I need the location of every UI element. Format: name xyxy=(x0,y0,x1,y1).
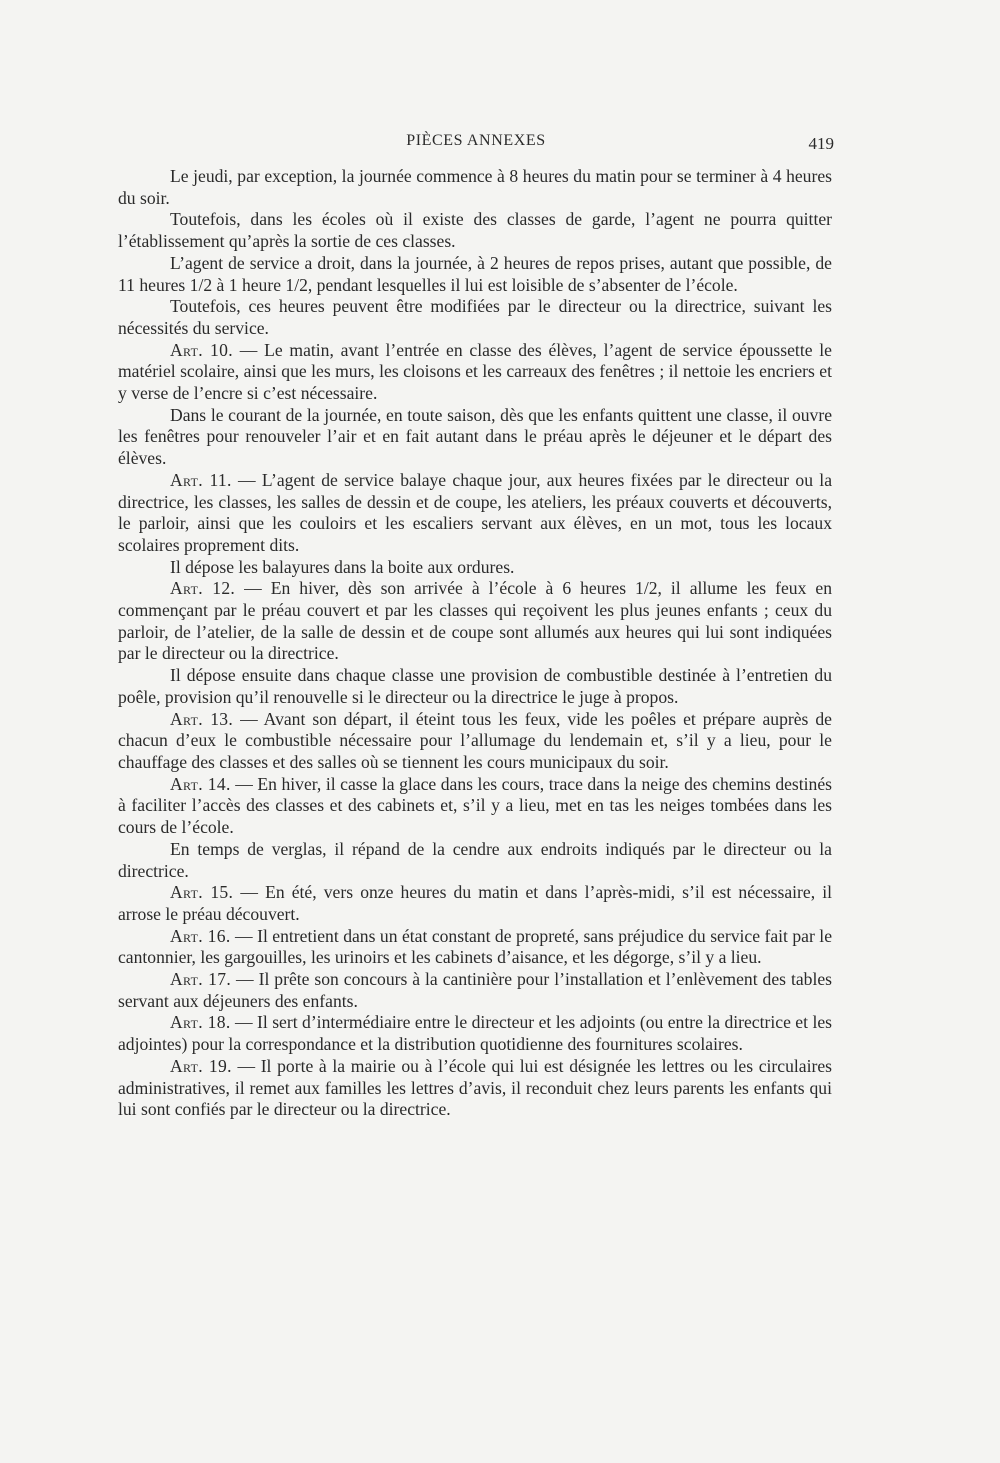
paragraph-text: — L’agent de service balaye chaque jour, aux heures fixées par le directeur ou la directrice, les classes, les salles de dessin et de coupe, les ateliers, les préaux couverts et découverts, le parloir, ainsi que les couloirs et les escaliers servant aux élèves, en un mot, tous les locaux scolaires proprement dits. xyxy=(118,469,832,555)
article-number: Art. 16. xyxy=(170,925,231,946)
paragraph xyxy=(118,209,832,252)
paragraph-text: — En été, vers onze heures du matin et dans l’après-midi, s’il est nécessaire, il arrose le préau découvert. xyxy=(118,882,832,924)
paragraph xyxy=(118,774,832,839)
article-number: Art. 19. xyxy=(170,1055,232,1076)
paragraph xyxy=(118,1056,832,1121)
body-text xyxy=(118,166,832,1121)
paragraph-text: — Il porte à la mairie ou à l’école qui lui est désignée les lettres ou les circulaires administratives, il remet aux familles les lettres d’avis, il reconduit chez leurs parents les enfants qui lui sont confiés par le directeur ou la directrice. xyxy=(118,1055,832,1120)
paragraph-text: — Le matin, avant l’entrée en classe des élèves, l’agent de service époussette le matériel scolaire, ainsi que les murs, les cloisons et les carreaux des fenêtres ; il nettoie les encriers et y verse de l’encre si c’est nécessaire. xyxy=(118,339,832,404)
paragraph xyxy=(118,926,832,969)
paragraph-text: Il dépose ensuite dans chaque classe une provision de combustible destinée à l’entretien du poêle, provision qu’il renouvelle si le directeur ou la directrice le juge à propos. xyxy=(118,665,832,707)
paragraph-text: — Avant son départ, il éteint tous les feux, vide les poêles et prépare auprès de chacun d’eux le combustible nécessaire pour l’allumage du lendemain et, s’il y a lieu, pour le chauffage des classes et des salles où se tiennent les cours municipaux du soir. xyxy=(118,708,832,772)
paragraph-text: Dans le courant de la journée, en toute saison, dès que les enfants quittent une classe, il ouvre les fenêtres pour renouveler l’air et en fait autant dans le préau après le déjeuner et le départ des élèves. xyxy=(118,404,832,469)
paragraph xyxy=(118,340,832,405)
paragraph-text: — Il entretient dans un état constant de propreté, sans préjudice du service fait par le cantonnier, les gargouilles, les urinoirs et les cabinets d’aisance, et les dégorge, s’il y a lieu. xyxy=(118,925,832,968)
article-number: Art. 11. xyxy=(170,469,232,490)
page-number: 419 xyxy=(808,134,834,153)
paragraph xyxy=(118,665,832,708)
paragraph xyxy=(118,1012,832,1055)
running-head xyxy=(118,132,834,156)
paragraph xyxy=(118,969,832,1012)
paragraph-text: Toutefois, ces heures peuvent être modifiées par le directeur ou la directrice, suivant les nécessités du service. xyxy=(118,296,832,338)
paragraph-text: L’agent de service a droit, dans la journée, à 2 heures de repos prises, autant que possible, de 11 heures 1/2 à 1 heure 1/2, pendant lesquelles il lui est loisible de s’absenter de l’école. xyxy=(118,252,832,295)
article-number: Art. 17. xyxy=(170,969,232,990)
running-title: PIÈCES ANNEXES xyxy=(406,132,546,149)
paragraph-text: — Il prête son concours à la cantinière pour l’installation et l’enlèvement des tables servant aux déjeuners des enfants. xyxy=(118,969,833,1011)
article-number: Art. 18. xyxy=(170,1012,231,1033)
article-number: Art. 13. xyxy=(170,708,234,729)
paragraph xyxy=(118,470,832,557)
paragraph xyxy=(118,166,832,209)
article-number: Art. 10. xyxy=(170,339,233,360)
paragraph xyxy=(118,296,832,339)
paragraph-text: En temps de verglas, il répand de la cendre aux endroits indiqués par le directeur ou la directrice. xyxy=(118,838,832,881)
paragraph-text: Le jeudi, par exception, la journée commence à 8 heures du matin pour se terminer à 4 heures du soir. xyxy=(118,166,832,208)
paragraph xyxy=(118,709,832,774)
article-number: Art. 12. xyxy=(170,578,236,599)
paragraph xyxy=(118,405,832,470)
paragraph xyxy=(118,839,832,882)
paragraph xyxy=(118,557,832,579)
paragraph xyxy=(118,253,832,296)
paragraph xyxy=(118,882,832,925)
article-number: Art. 15. xyxy=(170,882,234,903)
paragraph-text: — En hiver, il casse la glace dans les cours, trace dans la neige des chemins destinés à faciliter l’accès des classes et des cabinets et, s’il y a lieu, met en tas les neiges tombées dans les cours de l’école. xyxy=(118,773,832,838)
paragraph-text: Il dépose les balayures dans la boite aux ordures. xyxy=(170,556,515,577)
paragraph xyxy=(118,578,832,665)
paragraph-text: — En hiver, dès son arrivée à l’école à 6 heures 1/2, il allume les feux en commençant par le préau couvert et par les classes qui reçoivent les plus jeunes enfants ; ceux du parloir, de l’atelier, de la salle de dessin et de coupe sont allumés aux heures qui lui sont indiquées par le directeur ou la directrice. xyxy=(118,578,832,664)
paragraph-text: — Il sert d’intermédiaire entre le directeur et les adjoints (ou entre la directrice et les adjointes) pour la correspondance et la distribution quotidienne des fournitures scolaires. xyxy=(118,1012,832,1055)
paragraph-text: Toutefois, dans les écoles où il existe des classes de garde, l’agent ne pourra quitter l’établissement qu’après la sortie de ces classes. xyxy=(118,209,832,252)
article-number: Art. 14. xyxy=(170,773,231,794)
